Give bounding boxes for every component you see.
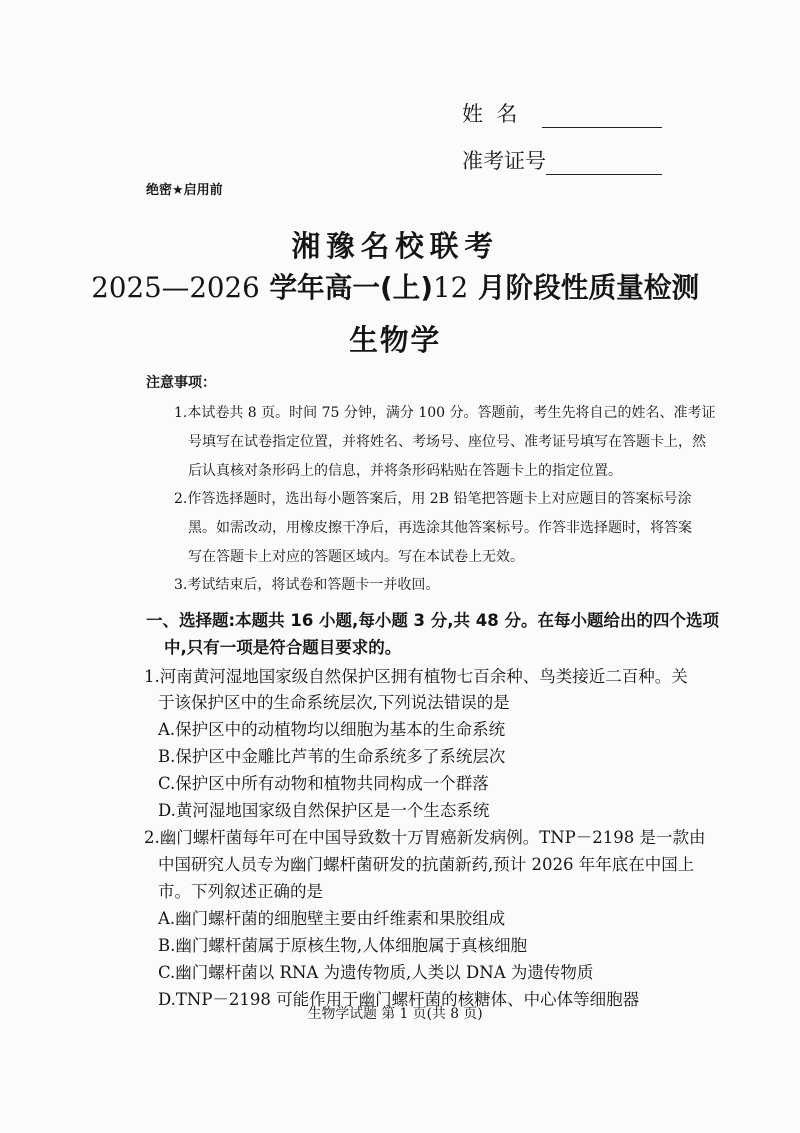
exam-id-label: 准考证号 bbox=[462, 149, 546, 173]
note-line: 写在答题卡上对应的答题区域内。写在本试卷上无效。 bbox=[188, 549, 524, 565]
exam-id-field bbox=[462, 145, 662, 175]
secret-mark: 绝密★启用前 bbox=[146, 183, 223, 198]
section-heading: 一、选择题:本题共 16 小题,每小题 3 分,共 48 分。在每小题给出的四个选项 bbox=[146, 611, 720, 630]
subject-title: 生物学 bbox=[349, 323, 442, 357]
question-text: 1.河南黄河湿地国家级自然保护区拥有植物七百余种、鸟类接近二百种。关 bbox=[144, 667, 688, 686]
name-underline bbox=[542, 103, 662, 128]
note-line: 1.本试卷共 8 页。时间 75 分钟，满分 100 分。答题前，考生先将自己的姓名、准考证 bbox=[174, 405, 716, 421]
name-label: 姓 名 bbox=[462, 102, 518, 126]
option-b: B.幽门螺杆菌属于原核生物,人体细胞属于真核细胞 bbox=[158, 936, 528, 955]
exam-title bbox=[0, 266, 790, 306]
option-d: D.TNP－2198 可能作用于幽门螺杆菌的核糖体、中心体等细胞器 bbox=[158, 990, 640, 1009]
note-line: 3.考试结束后，将试卷和答题卡一并收回。 bbox=[174, 577, 440, 593]
note-line: 后认真核对条形码上的信息，并将条形码粘贴在答题卡上的指定位置。 bbox=[188, 463, 622, 479]
exam-month: 12 bbox=[432, 271, 469, 304]
note-line: 2.作答选择题时，选出每小题答案后，用 2B 铅笔把答题卡上对应题目的答案标号涂 bbox=[174, 491, 692, 507]
notes-heading: 注意事项： bbox=[146, 375, 216, 391]
name-field bbox=[462, 98, 662, 128]
option-b: B.保护区中金雕比芦苇的生命系统多了系统层次 bbox=[158, 747, 506, 766]
option-c: C.保护区中所有动物和植物共同构成一个群落 bbox=[158, 774, 489, 793]
question-text: 于该保护区中的生命系统层次,下列说法错误的是 bbox=[158, 693, 510, 712]
exam-type: 月阶段性质量检测 bbox=[468, 271, 700, 304]
exam-year: 2025—2026 bbox=[91, 271, 260, 304]
option-a: A.保护区中的动植物均以细胞为基本的生命系统 bbox=[158, 720, 506, 739]
option-d: D.黄河湿地国家级自然保护区是一个生态系统 bbox=[158, 801, 490, 820]
page-footer: 生物学试题 第 1 页(共 8 页) bbox=[307, 1006, 483, 1022]
note-line: 号填写在试卷指定位置，并将姓名、考场号、座位号、准考证号填写在答题卡上，然 bbox=[188, 434, 706, 450]
option-c: C.幽门螺杆菌以 RNA 为遗传物质,人类以 DNA 为遗传物质 bbox=[158, 963, 594, 982]
option-a: A.幽门螺杆菌的细胞壁主要由纤维素和果胶组成 bbox=[158, 909, 506, 928]
question-text: 2.幽门螺杆菌每年可在中国导致数十万胃癌新发病例。TNP－2198 是一款由 bbox=[144, 828, 706, 847]
question-text: 中国研究人员专为幽门螺杆菌研发的抗菌新药,预计 2026 年年底在中国上 bbox=[158, 855, 695, 874]
exam-grade: 学年高一(上) bbox=[259, 271, 433, 304]
section-heading-cont: 中,只有一项是符合题目要求的。 bbox=[164, 638, 402, 657]
question-text: 市。下列叙述正确的是 bbox=[158, 882, 323, 901]
exam-id-underline bbox=[546, 150, 662, 175]
exam-union-title: 湘豫名校联考 bbox=[291, 229, 499, 263]
note-line: 黑。如需改动，用橡皮擦干净后，再选涂其他答案标号。作答非选择题时，将答案 bbox=[188, 520, 692, 536]
